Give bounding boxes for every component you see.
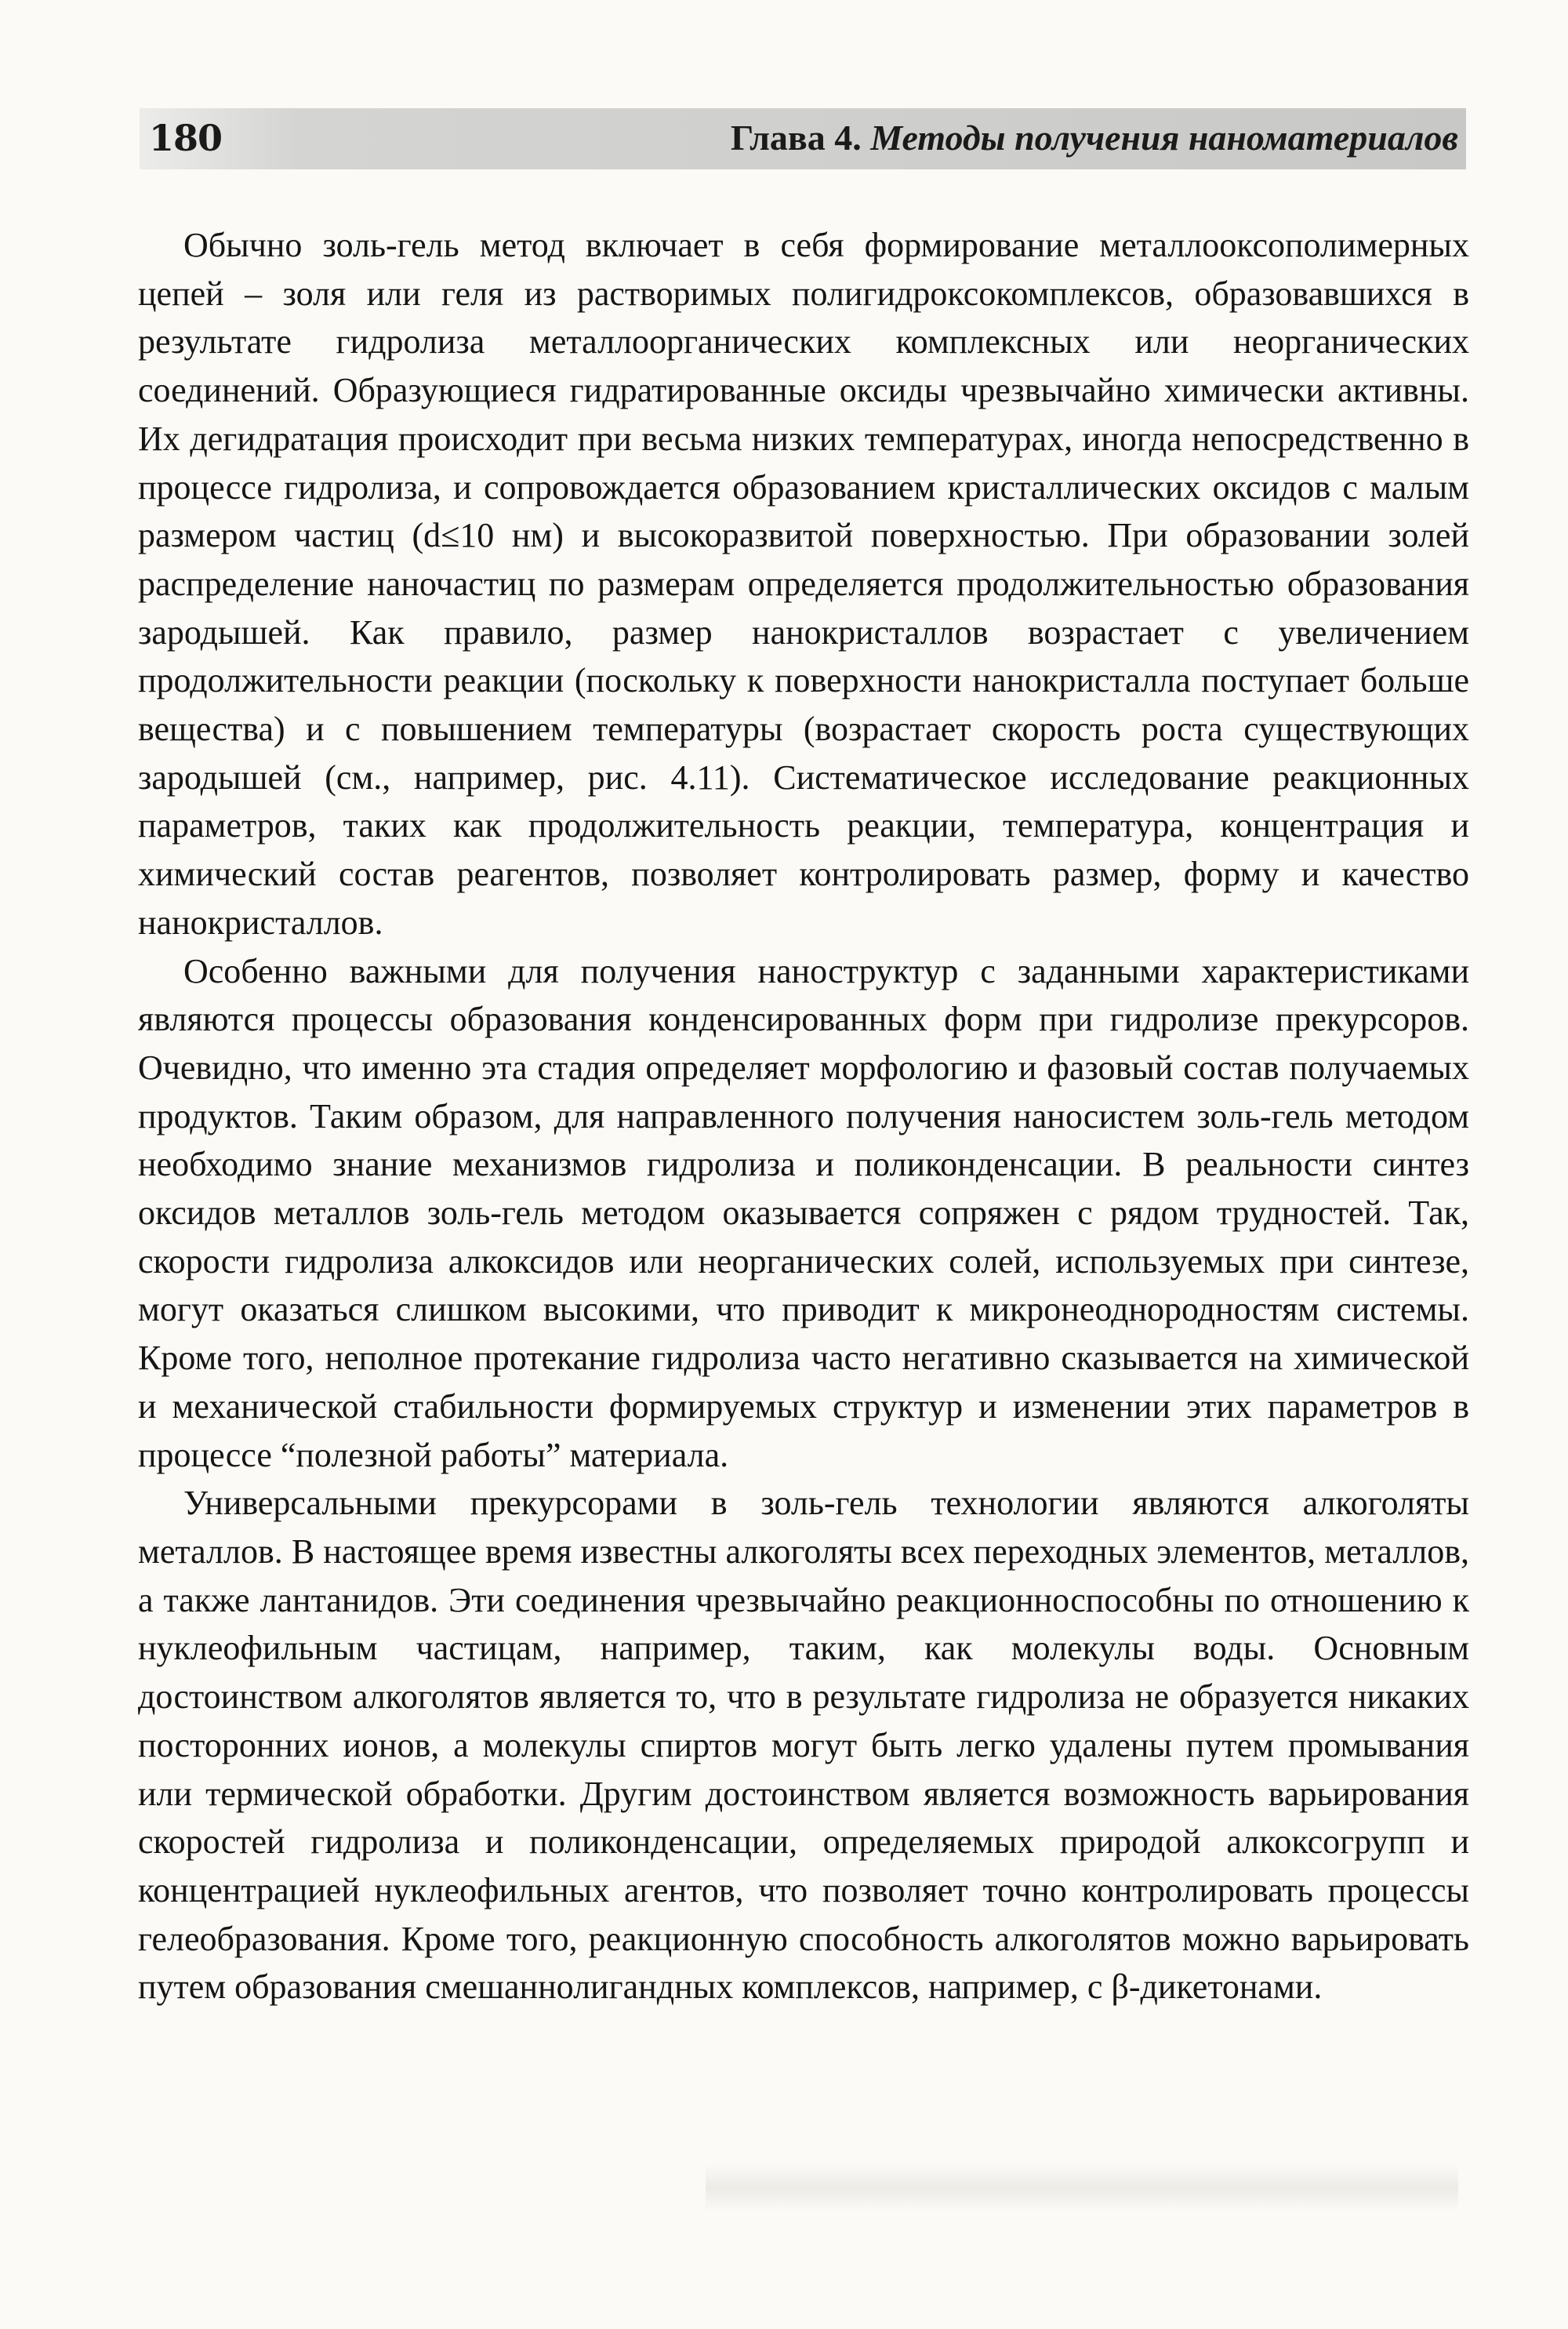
chapter-title: Методы получения наноматериалов xyxy=(870,118,1458,158)
running-head xyxy=(549,110,1458,166)
chapter-label: Глава 4. xyxy=(730,118,862,158)
paragraph-2: Особенно важными для получения наноструктур с заданными характеристиками являются процессы образования конденсированных форм при гидролизе прекурсоров. Очевидно, что именно эта стадия определяет морфологию и фазовый состав получаемых продуктов. Таким образом, для направленного получения наносистем золь-гель методом необходимо знание механизмов гидролиза и поликонденсации. В реальности синтез оксидов металлов золь-гель методом оказывается сопряжен с рядом трудностей. Так, скорости гидролиза алкоксидов или неорганических солей, используемых при синтезе, могут оказаться слишком высокими, что приводит к микронеоднородностям системы. Кроме того, неполное протекание гидролиза часто негативно сказывается на химической и механической стабильности формируемых структур и изменении этих параметров в процессе “полезной работы” материала. xyxy=(138,951,1469,1474)
page-shadow xyxy=(706,2164,1458,2211)
paragraph-3: Универсальными прекурсорами в золь-гель технологии являются алкоголяты металлов. В настоящее время известны алкоголяты всех переходных элементов, металлов, а также лантанидов. Эти соединения чрезвычайно реакционноспособны по отношению к нуклеофильным частицам, например, таким, как молекулы воды. Основным достоинством алкоголятов является то, что в результате гидролиза не образуется никаких посторонних ионов, а молекулы спиртов могут быть легко удалены путем промывания или термической обработки. Другим достоинством является возможность варьирования скоростей гидролиза и поликонденсации, определяемых природой алкоксогрупп и концентрацией нуклеофильных агентов, что позволяет точно контролировать процессы гелеобразования. Кроме того, реакционную способность алкоголятов можно варьировать путем образования смешаннолигандных комплексов, например, с β-дикетонами. xyxy=(138,1484,1469,2007)
paragraph-1: Обычно золь-гель метод включает в себя формирование металлооксополимерных цепей – золя или геля из растворимых полигидроксокомплексов, образовавшихся в результате гидролиза металлоорганических комплексных или неорганических соединений. Образующиеся гидратированные оксиды чрезвычайно химически активны. Их дегидратация происходит при весьма низких температурах, иногда непосредственно в процессе гидролиза, и сопровождается образованием кристаллических оксидов с малым размером частиц (d≤10 нм) и высокоразвитой поверхностью. При образовании золей распределение наночастиц по размерам определяется продолжительностью образования зародышей. Как правило, размер нанокристаллов возрастает с увеличением продолжительности реакции (поскольку к поверхности нанокристалла поступает больше вещества) и с повышением температуры (возрастает скорость роста существующих зародышей (см., например, рис. 4.11). Систематическое исследование реакционных параметров, таких как продолжительность реакции, температура, концентрация и химический состав реагентов, позволяет контролировать размер, форму и качество нанокристаллов. xyxy=(138,226,1469,942)
page-number: 180 xyxy=(149,117,223,159)
body-text xyxy=(138,221,1469,2011)
